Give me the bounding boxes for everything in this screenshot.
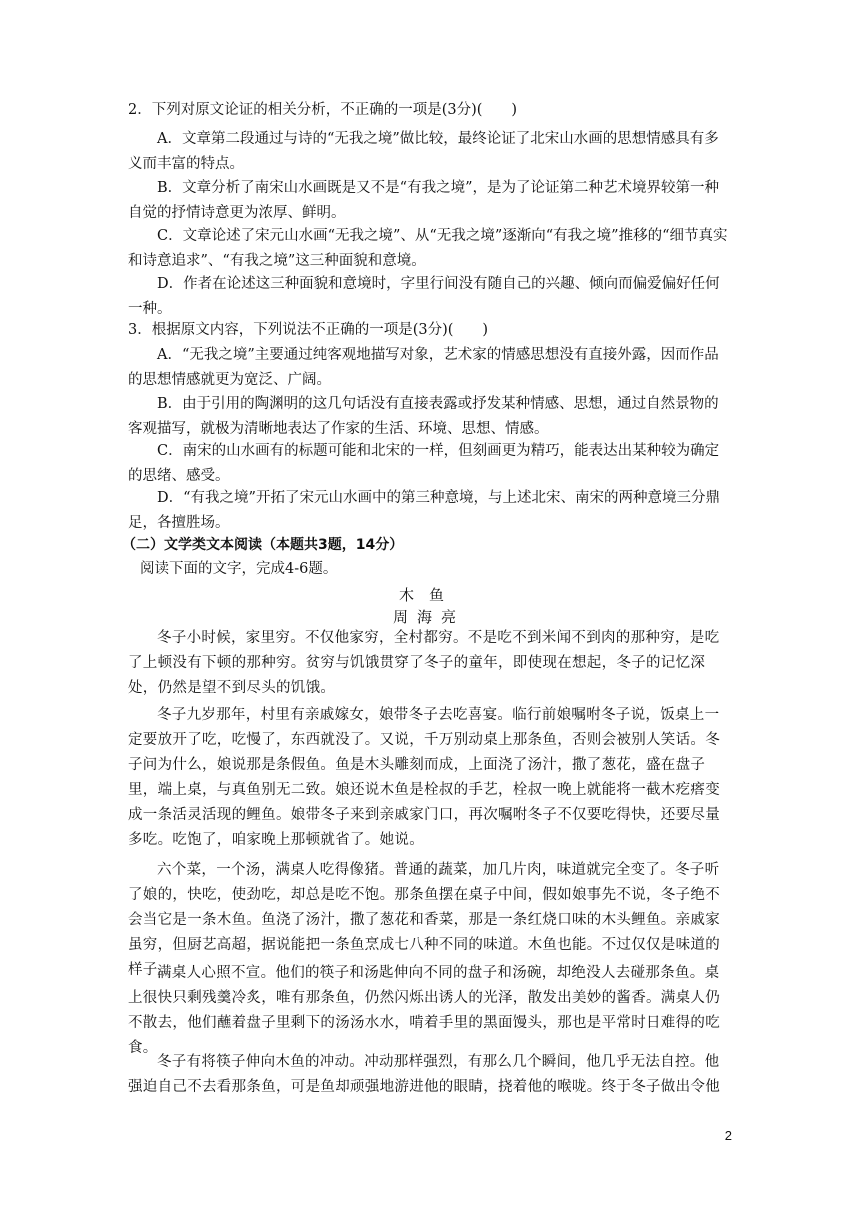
- story-author: 周海亮: [392, 608, 465, 626]
- story-title: 木鱼: [398, 586, 459, 604]
- section-heading: （二）文学类文本阅读（本题共3题，14分）: [122, 537, 404, 553]
- story-paragraph-5: 冬子有将筷子伸向木鱼的冲动。冲动那样强烈，有那么几个瞬间，他几乎无法自控。他强迫自己不去看那条鱼，可是鱼却顽强地游进他的眼睛，挠着他的喉咙。终于冬子做出令他: [128, 1054, 720, 1095]
- question-2-option-b: B．文章分析了南宋山水画既是又不是“有我之境”，是为了论证第二种艺术境界较第一种自觉的抒情诗意更为浓厚、鲜明。: [128, 180, 719, 221]
- section-instruction: 阅读下面的文字，完成4-6题。: [140, 561, 338, 577]
- story-paragraph-4: 满桌人心照不宣。他们的筷子和汤匙伸向不同的盘子和汤碗，却绝没人去碰那条鱼。桌上很快只剩残羹冷炙，唯有那条鱼，仍然闪烁出诱人的光泽，散发出美妙的酱香。满桌人仍不散去，他们蘸着盘子里剩下的汤汤水水，啃着手里的黑面馒头，那也是平常时日难得的吃食。: [128, 965, 720, 1056]
- page-number: 2: [724, 1128, 732, 1143]
- story-paragraph-1: 冬子小时候，家里穷。不仅他家穷，全村都穷。不是吃不到米闻不到肉的那种穷，是吃了上顿没有下顿的那种穷。贫穷与饥饿贯穿了冬子的童年，即使现在想起，冬子的记忆深处，仍然是望不到尽头的饥饿。: [128, 630, 720, 696]
- question-2-option-c: C．文章论述了宋元山水画“无我之境”、从“无我之境”逐渐向“有我之境”推移的“细节真实和诗意追求”、“有我之境”这三种面貌和意境。: [128, 228, 728, 269]
- story-paragraph-2: 冬子九岁那年，村里有亲戚嫁女，娘带冬子去吃喜宴。临行前娘嘱咐冬子说，饭桌上一定要放开了吃，吃慢了，东西就没了。又说，千万别动桌上那条鱼，否则会被别人笑话。冬子问为什么，娘说那是条假鱼。鱼是木头雕刻而成，上面浇了汤汁，撒了葱花，盛在盘子里，端上桌，与真鱼别无二致。娘还说木鱼是栓叔的手艺，栓叔一晚上就能将一截木疙瘩变成一条活灵活现的鲤鱼。娘带冬子来到亲戚家门口，再次嘱咐冬子不仅要吃得快，还要尽量多吃。吃饱了，咱家晚上那顿就省了。她说。: [128, 707, 720, 848]
- story-paragraph-3: 六个菜，一个汤，满桌人吃得像猪。普通的蔬菜，加几片肉，味道就完全变了。冬子听了娘的，快吃，使劲吃，却总是吃不饱。那条鱼摆在桌子中间，假如娘事先不说，冬子绝不会当它是一条木鱼。鱼浇了汤汁，撒了葱花和香菜，那是一条红烧口味的木头鲤鱼。亲戚家虽穷，但厨艺高超，据说能把一条鱼烹成七八种不同的味道。木鱼也能。不过仅仅是味道的样子。: [128, 862, 720, 978]
- question-3-stem: 3．根据原文内容，下列说法不正确的一项是(3分)( ): [128, 322, 489, 338]
- question-3-option-d: D．“有我之境”开拓了宋元山水画中的第三种意境，与上述北宋、南宋的两种意境三分鼎足，各擅胜场。: [128, 490, 720, 531]
- question-3-option-c: C．南宋的山水画有的标题可能和北宋的一样，但刻画更为精巧，能表达出某种较为确定的思绪、感受。: [128, 443, 720, 484]
- question-3-option-b: B．由于引用的陶渊明的这几句话没有直接表露或抒发某种情感、思想，通过自然景物的客观描写，就极为清晰地表达了作家的生活、环境、思想、情感。: [128, 396, 719, 437]
- question-2-option-d: D．作者在论述这三种面貌和意境时，字里行间没有随自己的兴趣、倾向而偏爱偏好任何一种。: [128, 276, 720, 317]
- question-2-stem: 2．下列对原文论证的相关分析，不正确的一项是(3分)( ): [128, 102, 518, 118]
- question-2-option-a: A．文章第二段通过与诗的“无我之境”做比较，最终论证了北宋山水画的思想情感具有多义而丰富的特点。: [128, 131, 719, 172]
- question-3-option-a: A．“无我之境”主要通过纯客观地描写对象，艺术家的情感思想没有直接外露，因而作品的思想情感就更为宽泛、广阔。: [128, 347, 719, 388]
